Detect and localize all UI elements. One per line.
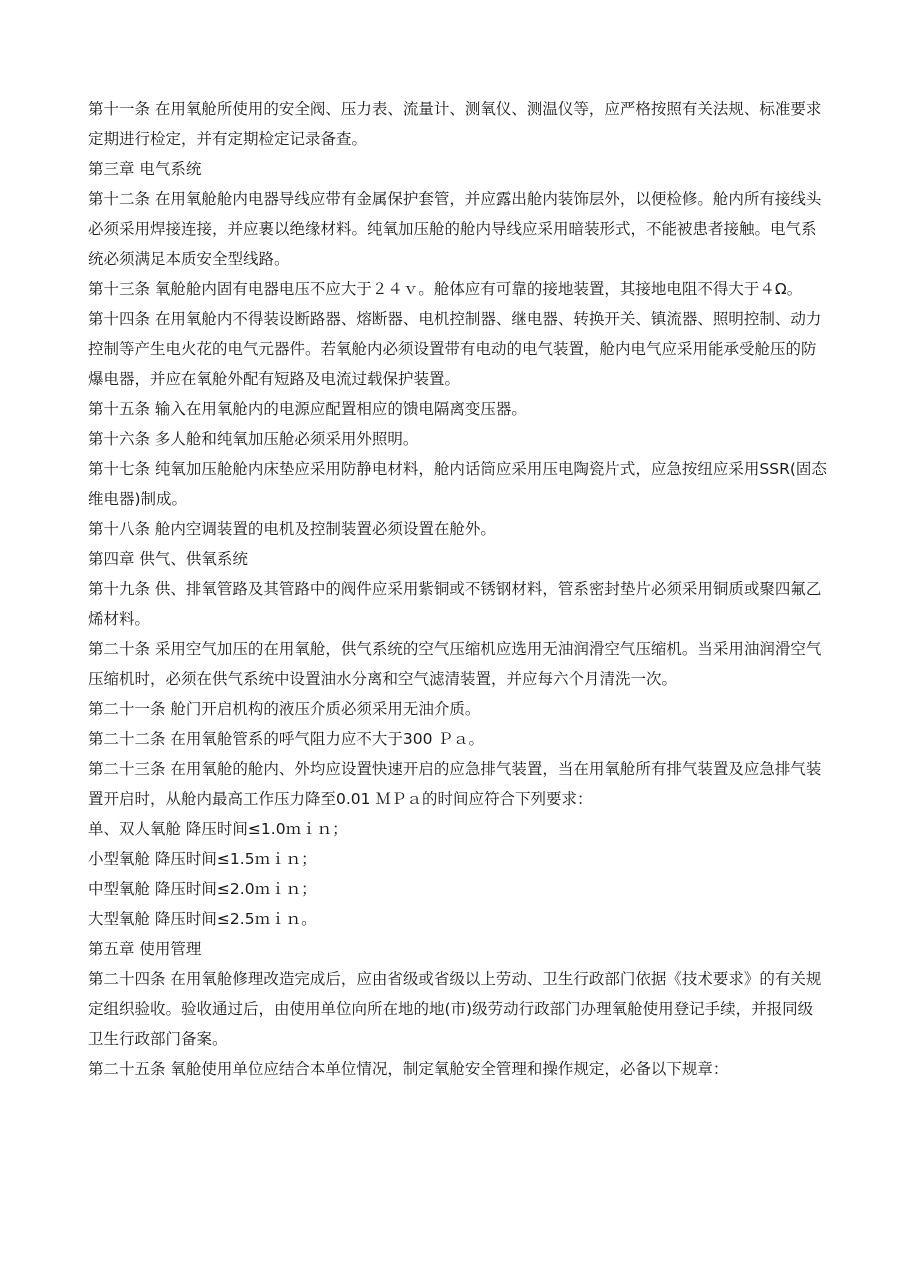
article-18: 第十八条 舱内空调装置的电机及控制装置必须设置在舱外。: [88, 520, 496, 538]
article-19: 第十九条 供、排氧管路及其管路中的阀件应采用紫铜或不锈钢材料，管系密封垫片必须采用铜质或聚四氟乙烯材料。: [88, 580, 822, 628]
article-14: 第十四条 在用氧舱内不得装设断路器、熔断器、电机控制器、继电器、转换开关、镇流器、照明控制、动力控制等产生电火花的电气元器件。若氧舱内必须设置带有电动的电气装置，舱内电气应采用能承受舱压的防爆电器，并应在氧舱外配有短路及电流过载保护装置。: [88, 310, 822, 388]
article-21: 第二十一条 舱门开启机构的液压介质必须采用无油介质。: [88, 700, 481, 718]
requirement-medium: 中型氧舱 降压时间≤2.0ｍｉｎ；: [88, 880, 317, 898]
requirement-single-double: 单、双人氧舱 降压时间≤1.0ｍｉｎ；: [88, 820, 348, 838]
article-25: 第二十五条 氧舱使用单位应结合本单位情况，制定氧舱安全管理和操作规定，必备以下规章：: [88, 1060, 729, 1078]
chapter-5-heading: 第五章 使用管理: [88, 940, 202, 958]
requirement-large: 大型氧舱 降压时间≤2.5ｍｉｎ。: [88, 910, 317, 928]
document-body: [88, 94, 828, 1084]
chapter-4-heading: 第四章 供气、供氧系统: [88, 550, 248, 568]
chapter-3-heading: 第三章 电气系统: [88, 160, 202, 178]
article-23: 第二十三条 在用氧舱的舱内、外均应设置快速开启的应急排气装置，当在用氧舱所有排气装置及应急排气装置开启时，从舱内最高工作压力降至0.01 ＭＰａ的时间应符合下列要求：: [88, 760, 822, 808]
article-11: 第十一条 在用氧舱所使用的安全阀、压力表、流量计、测氧仪、测温仪等，应严格按照有关法规、标准要求定期进行检定，并有定期检定记录备查。: [88, 100, 822, 148]
article-15: 第十五条 输入在用氧舱内的电源应配置相应的馈电隔离变压器。: [88, 400, 527, 418]
article-24: 第二十四条 在用氧舱修理改造完成后，应由省级或省级以上劳动、卫生行政部门依据《技术要求》的有关规定组织验收。验收通过后，由使用单位向所在地的地(市)级劳动行政部门办理氧舱使用登记手续，并报同级卫生行政部门备案。: [88, 970, 822, 1048]
article-16: 第十六条 多人舱和纯氧加压舱必须采用外照明。: [88, 430, 419, 448]
article-22: 第二十二条 在用氧舱管系的呼气阻力应不大于300 Ｐａ。: [88, 730, 484, 748]
article-12: 第十二条 在用氧舱舱内电器导线应带有金属保护套管，并应露出舱内装饰层外，以便检修。舱内所有接线头必须采用焊接连接，并应裹以绝缘材料。纯氧加压舱的舱内导线应采用暗装形式，不能被患者接触。电气系统必须满足本质安全型线路。: [88, 190, 822, 268]
article-20: 第二十条 采用空气加压的在用氧舱，供气系统的空气压缩机应选用无油润滑空气压缩机。当采用油润滑空气压缩机时，必须在供气系统中设置油水分离和空气滤清装置，并应每六个月清洗一次。: [88, 640, 822, 688]
article-17: 第十七条 纯氧加压舱舱内床垫应采用防静电材料，舱内话筒应采用压电陶瓷片式，应急按纽应采用SSR(固态维电器)制成。: [88, 460, 827, 508]
article-13: 第十三条 氧舱舱内固有电器电压不应大于２４ｖ。舱体应有可靠的接地装置，其接地电阻不得大于４Ω。: [88, 280, 803, 298]
requirement-small: 小型氧舱 降压时间≤1.5ｍｉｎ；: [88, 850, 317, 868]
